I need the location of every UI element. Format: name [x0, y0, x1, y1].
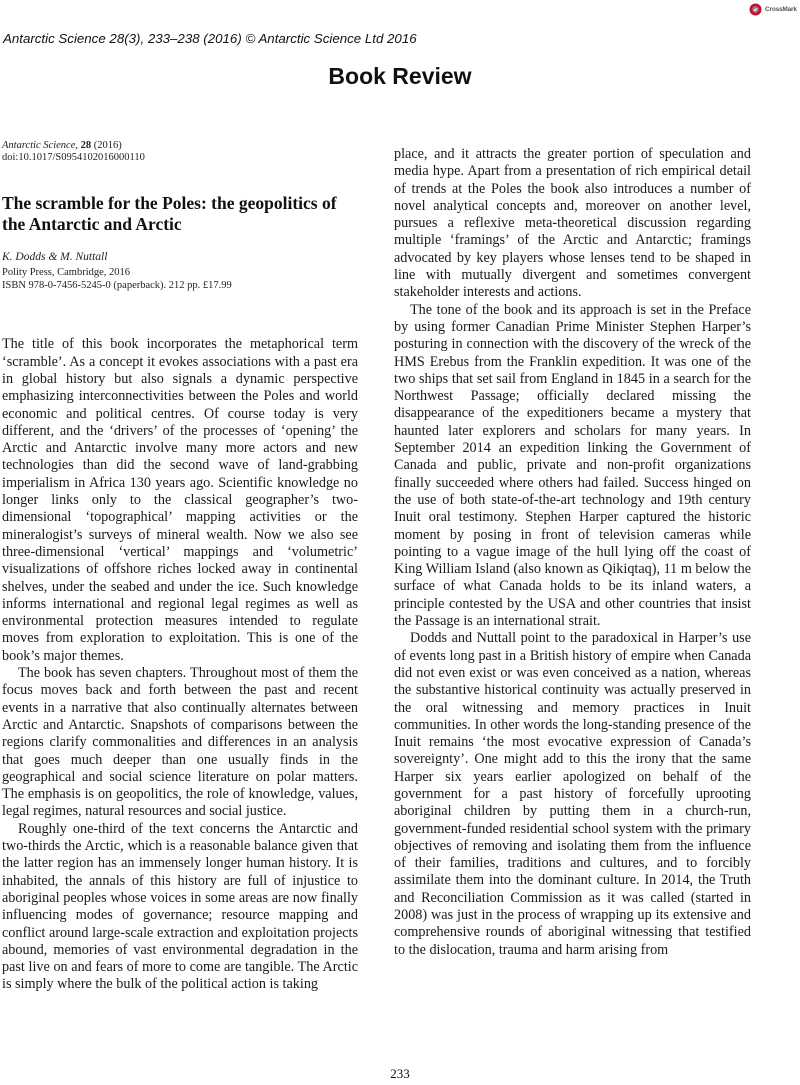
- article-citation: Antarctic Science, 28 (2016) doi:10.1017/S0954102016000110: [2, 140, 358, 164]
- body-paragraph: The book has seven chapters. Throughout most of them the focus moves back and forth between the past and recent events in a narrative that also continually alternates between Arctic and Antarctic. Snapshots of comparisons between the regions clarify commonalities and differences in an analysis that goes much deeper than one usually finds in the geographical and social science literature on polar matters. The emphasis is on geopolitics, the role of knowledge, values, legal regimes, natural resources and social justice.: [2, 665, 358, 820]
- citation-year: (2016): [91, 140, 122, 151]
- citation-volume: 28: [80, 140, 92, 151]
- left-column: [2, 140, 358, 994]
- journal-citation-header: Antarctic Science 28(3), 233–238 (2016) © Antarctic Science Ltd 2016: [3, 31, 417, 46]
- body-paragraph: Dodds and Nuttall point to the paradoxical in Harper’s use of events long past in a British history of empire when Canada did not even exist or was even conceived as a nation, whereas the substantive historical continuity was actually preserved in the oral witnessing and memory practices in Inuit communities. In other words the long-standing presence of the Inuit remains ‘the most evocative expression of Canada’s sovereignty’. One might add to this the irony that the same Harper six years earlier apologized on behalf of the government for a past history of forcefully uprooting aboriginal children by putting them in a church-run, government-funded residential school system with the primary objectives of removing and isolating them from the influence of their families, traditions and cultures, and to forcibly assimilate them into the dominant culture. In 2014, the Truth and Reconciliation Commission as it was called (started in 2008) was just in the process of wrapping up its extensive and comprehensive rounds of aboriginal witnessing that testified to the dislocation, trauma and harm arising from: [394, 630, 751, 958]
- citation-doi[interactable]: doi:10.1017/S0954102016000110: [2, 152, 145, 164]
- crossmark-badge[interactable]: [749, 2, 799, 16]
- crossmark-label: CrossMark: [765, 5, 797, 13]
- book-metadata: [2, 251, 358, 292]
- right-column: [394, 146, 751, 959]
- section-title: Book Review: [328, 63, 472, 89]
- body-paragraph: place, and it attracts the greater portion of speculation and media hype. Apart from a presentation of rich empirical detail of trends at the Poles the book also introduces a number of novel analytical concepts and, moreover on another level, pursues a reflexive meta-theoretical discussion regarding multiple ‘framings’ of the Arctic and Antarctic; framings advocated by key players whose lenses tend to be shaped in line with mutually divergent and sometimes convergent stakeholder interests and actions.: [394, 146, 751, 301]
- review-title: The scramble for the Poles: the geopolitics of the Antarctic and Arctic: [2, 193, 337, 235]
- body-paragraph: The title of this book incorporates the metaphorical term ‘scramble’. As a concept it evokes associations with a past era in global history but also signals a dynamic perspective emphasizing interconnectivities between the Poles and world economic and political centres. Of course today is very different, and the ‘drivers’ of the processes of ‘opening’ the Arctic and Antarctic involve many more actors and new technologies than did the second wave of land-grabbing imperialism in Africa 130 years ago. Scientific knowledge no longer links only to the classical geographer’s two-dimensional ‘topographical’ mapping activities or the mineralogist’s surveys of mineral wealth. Now we also see three-dimensional ‘vertical’ mappings and ‘volumetric’ visualizations of offshore riches locked away in continental shelves, under the seabed and under the ice. Such knowledge informs international and regional legal regimes as well as environmental protection measures intended to regulate moves from exploration to exploitation. This is one of the book’s major themes.: [2, 336, 358, 664]
- book-authors: K. Dodds & M. Nuttall: [2, 251, 108, 264]
- citation-journal: Antarctic Science: [2, 140, 76, 151]
- body-paragraph: The tone of the book and its approach is set in the Preface by using former Canadian Prime Minister Stephen Harper’s posturing in connection with the discovery of the wreck of the HMS Erebus from the Franklin expedition. It was one of the two ships that set sail from England in 1845 in a search for the Northwest Passage; officially declared missing the disappearance of the expeditioners became a mystery that haunted later explorers and scholars for many years. In September 2014 an expedition linking the Government of Canada and public, private and non-profit organizations finally succeeded where others had failed. Success hinged on the use of both state-of-the-art technology and 19th century Inuit oral testimony. Stephen Harper captured the historic moment by posing in front of television cameras while pointing to a vague image of the hull lying off the coast of King William Island (also known as Qikiqtaq), 11 m below the surface of what Canada holds to be its inland waters, a principle contested by the USA and other countries that insist the Passage is an international strait.: [394, 301, 751, 630]
- book-publisher: Polity Press, Cambridge, 2016: [2, 267, 131, 279]
- body-paragraph: Roughly one-third of the text concerns the Antarctic and two-thirds the Arctic, which is a reasonable balance given that the latter region has an immensely longer human history. It is inhabited, the annals of this history are full of injustice to aboriginal peoples whose voices in some areas are now finally influencing modes of governance; resource mapping and conflict around large-scale extraction and exploitation projects abound, memories of vast environmental degradation in the past live on and fears of more to come are tangible. The Arctic is simply where the bulk of the political action is taking: [2, 820, 358, 993]
- page-number: 233: [390, 1066, 410, 1081]
- book-isbn: ISBN 978-0-7456-5245-0 (paperback). 212 pp. £17.99: [2, 280, 232, 292]
- crossmark-icon: [749, 3, 762, 16]
